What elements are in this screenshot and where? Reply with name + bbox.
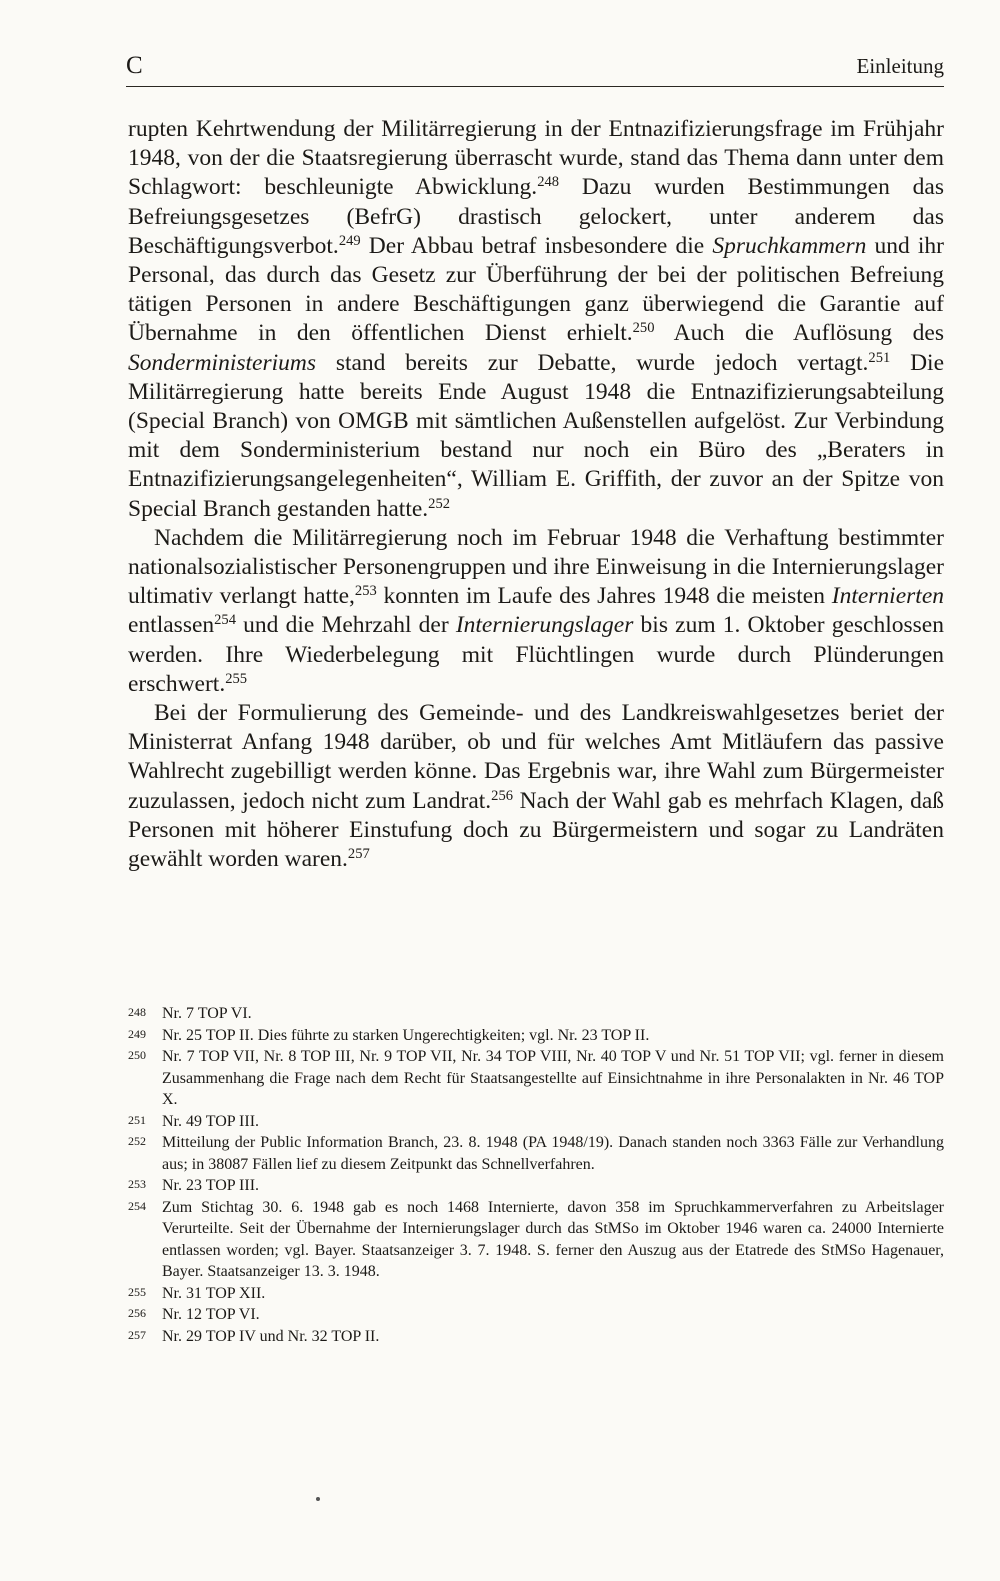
body-text [128,115,944,874]
text-run: bis zum 1. Oktober geschlossen werden. Ihre Wiederbelegung mit Flüchtlingen wurde durch Plünderungen erschwert. [128,612,944,697]
footnote [128,1175,944,1197]
footnote-number: 254 [128,1198,146,1213]
footnote [128,1197,944,1283]
italic-term: Internierten [831,583,944,610]
footnote-number: 252 [128,1134,146,1148]
footnote-text: Zum Stichtag 30. 6. 1948 gab es noch 1468 Internierte, davon 358 im Spruchkammerverfahren zu Arbeitslager Verurteilte. Seit der Übernahme der Internierungslager durch das StMSo im Oktober 1946 waren ca. 24000 Internierte entlassen worden; vgl. Bayer. Staatsanzeiger 3. 7. 1948. S. ferner den Auszug aus der Etatrede des StMSo Hagenauer, Bayer. Staatsanzeiger 13. 3. 1948. [162,1198,944,1280]
footnote-text: Nr. 12 TOP VI. [162,1306,260,1323]
footnote-number: 250 [128,1048,146,1062]
footnote [128,1132,944,1175]
speck-mark [316,1497,320,1501]
footnote-text: Nr. 23 TOP III. [162,1177,260,1194]
footnote [128,1283,944,1305]
footnote-ref: 248 [537,174,560,191]
body-paragraph [128,699,944,874]
text-run: konnten im Laufe des Jahres 1948 die meisten [376,583,832,610]
text-run: entlassen [128,612,215,639]
footnote-text: Nr. 7 TOP VII, Nr. 8 TOP III, Nr. 9 TOP VII, Nr. 34 TOP VIII, Nr. 40 TOP V und Nr. 51 TOP VII; vgl. ferner in diesem Zusammenhang die Frage nach dem Recht für Staatsangestellte auf Einsichtnahme in ihre Personalakten in Nr. 46 TOP X. [162,1048,944,1108]
footnote-number: 255 [128,1284,146,1299]
footnote-text: Nr. 29 TOP IV und Nr. 32 TOP II. [162,1327,380,1345]
text-run: und die Mehrzahl der [235,612,456,639]
italic-term: Spruchkammern [712,232,867,259]
text-run: Bei der Formulierung des Gemeinde- und des Landkreiswahlgesetzes beriet der Ministerrat Anfang 1948 darüber, ob und für welches Amt Mitläufern das passive Wahlrecht zugebilligt werden könne. Das Ergebnis war, ihre Wahl zum Bürgermeister zuzulassen, jedoch nicht zum Landrat. [128,700,944,814]
footnote-text: Nr. 25 TOP II. Dies führte zu starken Ungerechtigkeiten; vgl. Nr. 23 TOP II. [162,1026,650,1044]
text-run: Dazu wurden Bestimmungen das Befreiungsgesetzes (BefrG) drastisch gelockert, unter anderem das Beschäftigungsverbot. [128,174,945,259]
footnote-number: 256 [128,1306,146,1320]
text-run: Die Militärregierung hatte bereits Ende August 1948 die Entnazifizierungsabteilung (Special Branch) von OMGB mit sämtlichen Außenstellen aufgelöst. Zur Verbindung mit dem Sonderministerium bestand nur noch ein Büro des „Beraters in Entnazifizierungsangelegenheiten“, William E. Griffith, der zuvor an der Spitze von Special Branch gestanden hatte. [128,349,944,522]
footnote [128,1304,944,1326]
body-paragraph [128,524,944,699]
footnote-text: Nr. 31 TOP XII. [162,1284,266,1302]
page-header [126,52,944,87]
body-paragraph [128,115,944,524]
text-run: Der Abbau betraf insbesondere die [360,232,713,259]
page-marker: C [126,52,143,79]
footnote-ref: 256 [491,787,514,804]
footnote-ref: 249 [338,232,361,249]
footnote-text: Mitteilung der Public Information Branch, 23. 8. 1948 (PA 1948/19). Danach standen noch 3363 Fälle zur Verhandlung aus; in 38087 Fällen lief zu diesem Zeitpunkt das Schnellverfahren. [162,1134,944,1173]
text-run: Nachdem die Militärregierung noch im Februar 1948 die Verhaftung bestimmter nationalsozialistischer Personengruppen und ihre Einweisung in die Internierungslager ultimativ verlangt hatte, [128,524,944,610]
footnote-number: 253 [128,1177,146,1191]
footnote-ref: 255 [225,670,248,687]
footnote [128,1046,944,1111]
footnote-ref: 252 [428,495,451,512]
italic-term: Sonderministeriums [128,349,316,376]
footnotes [128,1003,944,1347]
footnote [128,1111,944,1133]
footnote-number: 251 [128,1112,146,1127]
footnote-text: Nr. 49 TOP III. [162,1112,260,1130]
footnote-ref: 257 [347,846,370,863]
footnote-text: Nr. 7 TOP VI. [162,1005,252,1022]
italic-term: Internierungslager [455,612,634,639]
footnote-ref: 253 [354,583,377,600]
footnote-number: 257 [128,1327,146,1342]
text-run: und ihr Personal, das durch das Gesetz zur Überführung der bei der politischen Befreiung tätigen Personen in andere Beschäftigungen ganz überwiegend die Garantie auf Übernahme in den öffentlichen Dienst erhielt. [128,232,944,347]
text-run: Nach der Wahl gab es mehrfach Klagen, daß Personen mit höherer Einstufung doch zu Bürgermeistern und sogar zu Landräten gewählt worden waren. [128,787,944,873]
text-run: stand bereits zur Debatte, wurde jedoch vertagt. [316,349,869,376]
footnote-ref: 250 [632,320,655,337]
footnote-number: 248 [128,1005,146,1019]
footnote [128,1025,944,1047]
text-run: rupten Kehrtwendung der Militärregierung in der Entnazifizierungsfrage im Frühjahr 1948, von der die Staatsregierung überrascht wurde, stand das Thema dann unter dem Schlagwort: beschleunigte Abwicklung. [128,116,944,201]
footnote-number: 249 [128,1026,146,1041]
footnote-ref: 251 [868,349,891,366]
text-run: Auch die Auflösung des [654,320,944,347]
footnote-ref: 254 [214,612,236,629]
running-head: Einleitung [856,54,944,78]
footnote [128,1326,944,1348]
footnote [128,1003,944,1025]
